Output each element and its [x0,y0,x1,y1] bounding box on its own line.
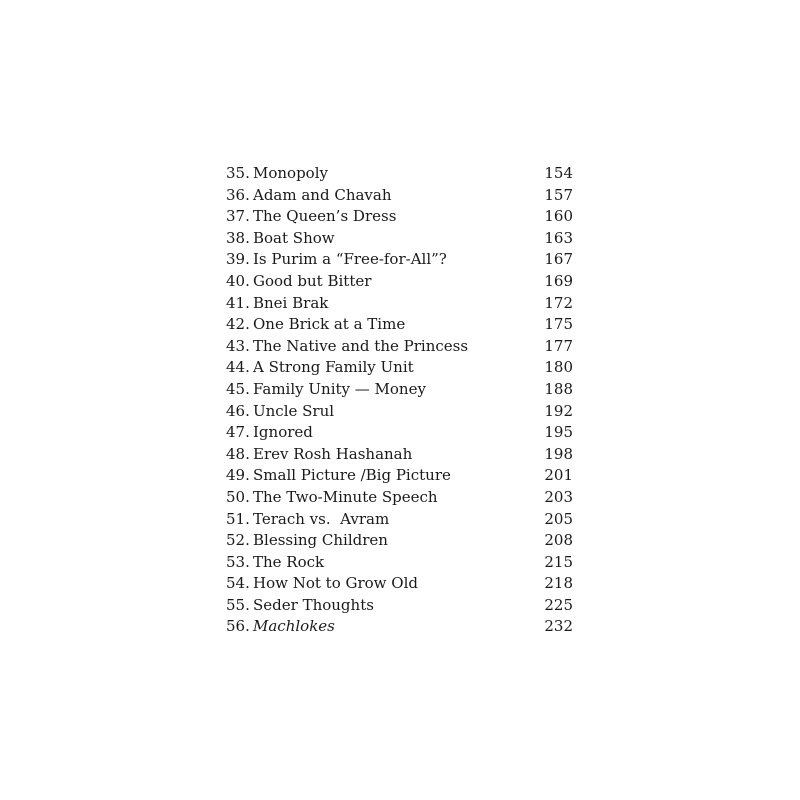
entry-page-number: 192 [544,401,573,420]
toc-entry [226,249,576,271]
entry-title: Family Unity — Money [253,379,426,398]
entry-title: Machlokes [253,617,335,636]
entry-page-number: 188 [544,379,573,398]
entry-page-number: 160 [544,207,573,226]
entry-title: Bnei Brak [253,293,329,312]
entry-number: 56. [226,617,250,636]
entry-title: Boat Show [253,228,335,247]
entry-number: 35. [226,164,250,182]
entry-title: Seder Thoughts [253,595,374,614]
toc-entry [226,465,576,487]
entry-number: 37. [226,207,250,226]
toc-entry [226,314,576,336]
entry-page-number: 172 [544,293,573,312]
toc-entry [226,573,576,595]
entry-page-number: 201 [544,466,573,485]
entry-title: A Strong Family Unit [253,358,414,377]
toc-entry [226,530,576,552]
toc-entry [226,401,576,423]
table-of-contents [226,163,576,638]
toc-entry [226,444,576,466]
entry-number: 49. [226,466,250,485]
entry-page-number: 167 [544,250,573,269]
entry-number: 46. [226,401,250,420]
entry-number: 53. [226,552,250,571]
entry-title: Is Purim a “Free-for-All”? [253,250,447,269]
entry-number: 50. [226,487,250,506]
entry-number: 43. [226,336,250,355]
entry-number: 48. [226,444,250,463]
entry-title: The Native and the Princess [253,336,469,355]
entry-title: The Two-Minute Speech [253,487,438,506]
toc-entry [226,163,576,185]
entry-title: The Rock [253,552,325,571]
toc-entry [226,509,576,531]
entry-number: 38. [226,228,250,247]
entry-number: 39. [226,250,250,269]
entry-number: 51. [226,509,250,528]
toc-entry [226,271,576,293]
entry-number: 52. [226,531,250,550]
entry-page-number: 163 [544,228,573,247]
toc-entry [226,206,576,228]
entry-title: Blessing Children [253,531,388,550]
entry-page-number: 198 [544,444,573,463]
entry-title: Adam and Chavah [253,185,392,204]
entry-page-number: 169 [544,271,573,290]
entry-page-number: 218 [544,574,573,593]
entry-page-number: 205 [544,509,573,528]
entry-number: 36. [226,185,250,204]
entry-page-number: 203 [544,487,573,506]
entry-page-number: 175 [544,315,573,334]
toc-entry [226,185,576,207]
toc-entry [226,595,576,617]
toc-entry [226,293,576,315]
entry-page-number: 195 [544,423,573,442]
entry-page-number: 157 [544,185,573,204]
entry-number: 54. [226,574,250,593]
entry-number: 47. [226,423,250,442]
entry-title: The Queen’s Dress [253,207,397,226]
entry-number: 40. [226,271,250,290]
entry-title: Uncle Srul [253,401,335,420]
entry-page-number: 232 [544,617,573,636]
entry-page-number: 154 [544,164,573,182]
entry-title: How Not to Grow Old [253,574,418,593]
toc-entry [226,422,576,444]
toc-entry [226,336,576,358]
entry-page-number: 208 [544,531,573,550]
entry-page-number: 215 [544,552,573,571]
entry-page-number: 180 [544,358,573,377]
entry-title: Monopoly [253,164,328,182]
toc-entry [226,357,576,379]
entry-number: 44. [226,358,250,377]
entry-number: 55. [226,595,250,614]
entry-number: 42. [226,315,250,334]
toc-entry [226,552,576,574]
toc-entry [226,616,576,638]
entry-page-number: 225 [544,595,573,614]
toc-entry [226,487,576,509]
entry-title: Ignored [253,423,313,442]
toc-entry [226,379,576,401]
entry-title: Small Picture /Big Picture [253,466,451,485]
entry-title: Terach vs. Avram [253,509,390,528]
entry-title: Erev Rosh Hashanah [253,444,413,463]
toc-entry [226,228,576,250]
entry-page-number: 177 [544,336,573,355]
entry-number: 45. [226,379,250,398]
entry-title: One Brick at a Time [253,315,406,334]
entry-title: Good but Bitter [253,271,372,290]
entry-number: 41. [226,293,250,312]
